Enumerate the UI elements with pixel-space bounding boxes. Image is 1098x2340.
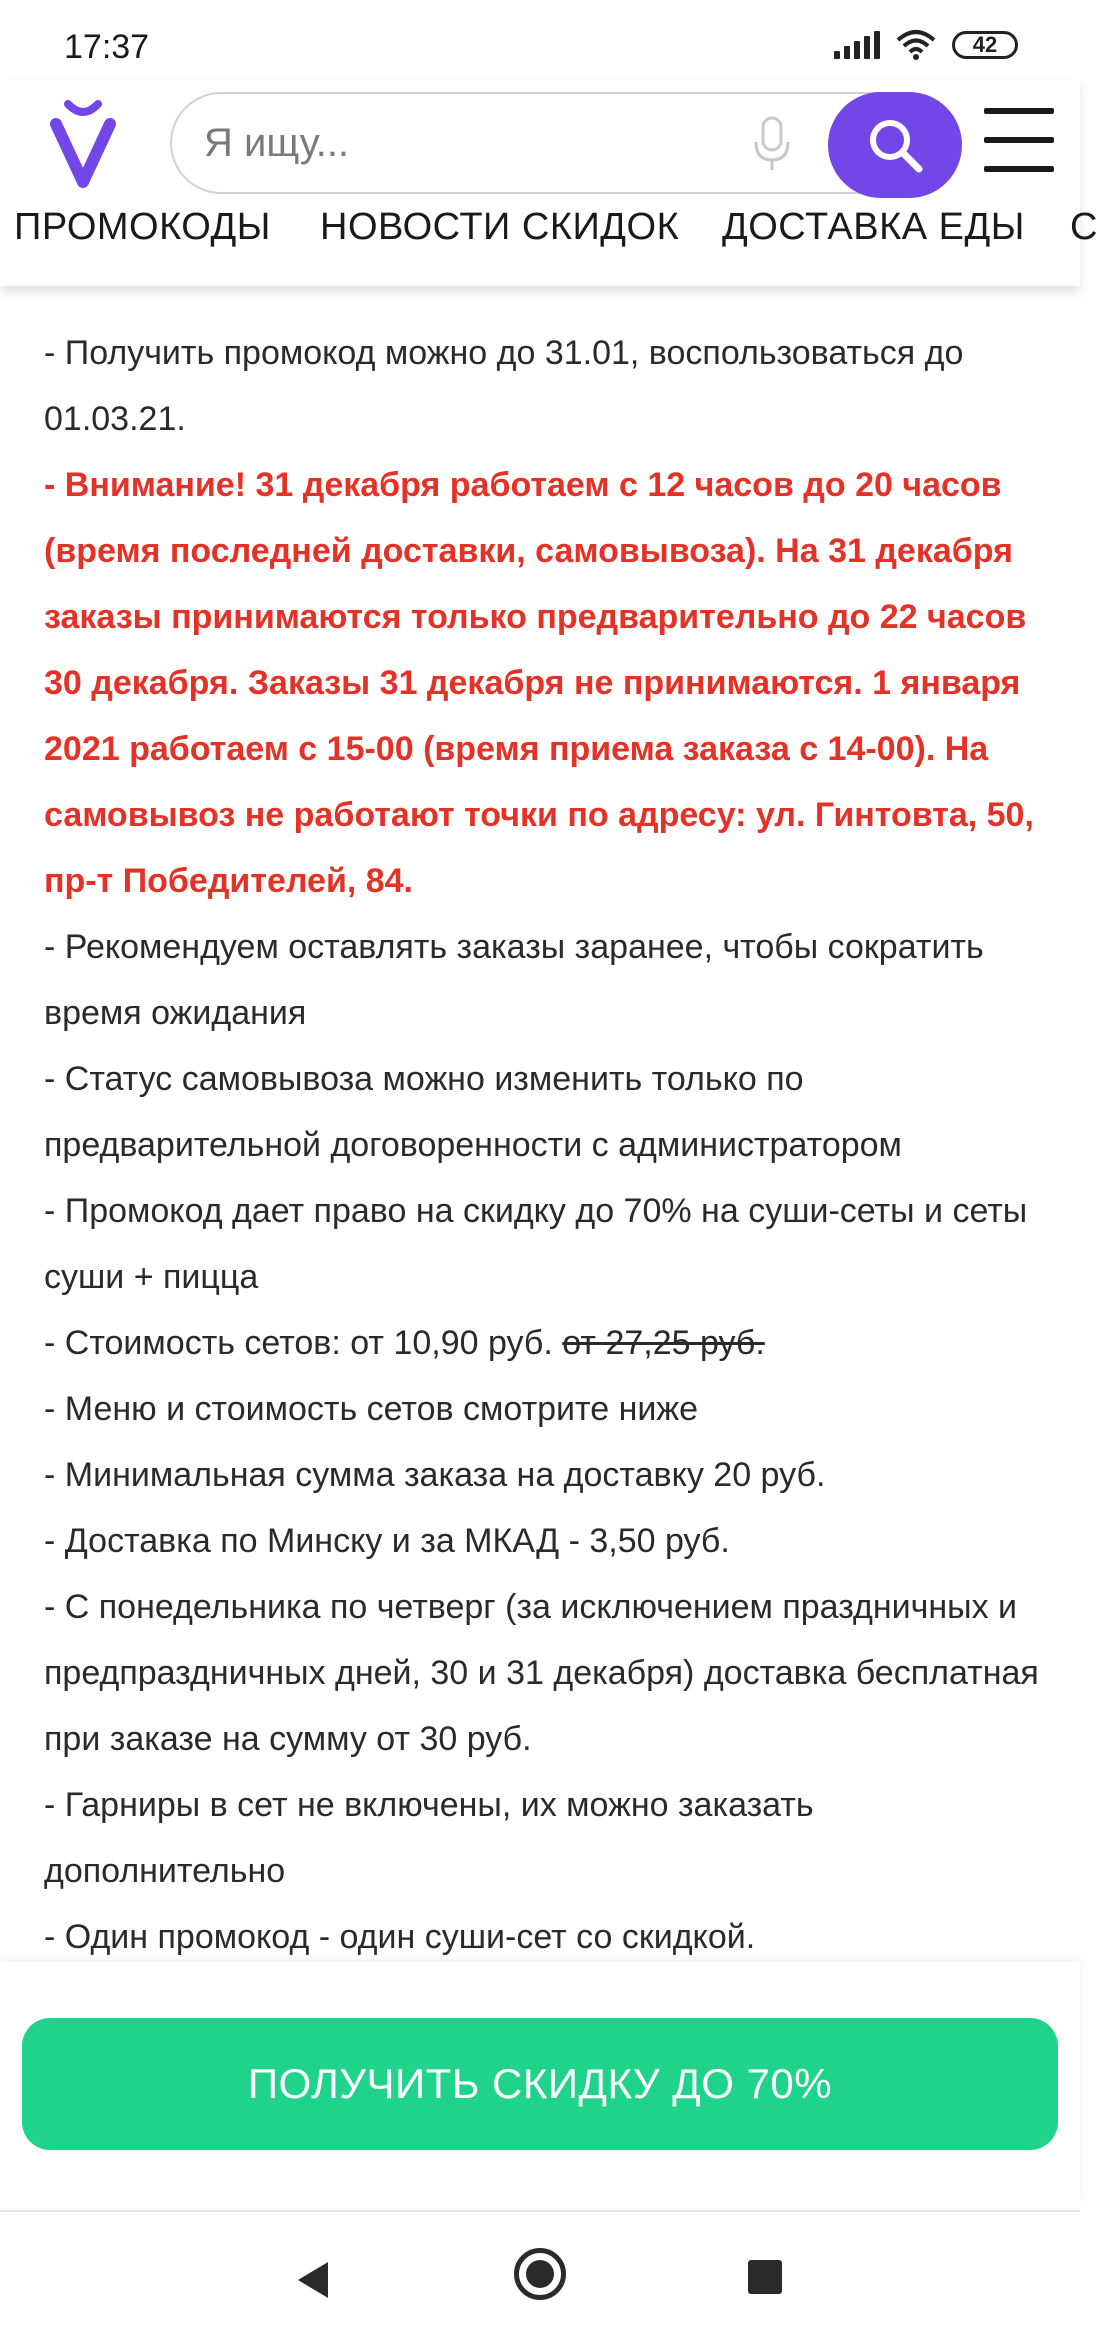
search-input[interactable] [204, 94, 724, 192]
back-icon[interactable] [298, 2262, 328, 2298]
condition-line: - Получить промокод можно до 31.01, воспользоваться до 01.03.21. [44, 334, 964, 438]
battery-icon [952, 31, 1018, 59]
condition-line: - Статус самовывоза можно изменить только по предварительной договоренности с администратором [44, 1060, 902, 1164]
app-header [0, 80, 1098, 286]
condition-line: - Минимальная сумма заказа на доставку 20 руб. [44, 1456, 826, 1494]
condition-line: - Рекомендуем оставлять заказы заранее, чтобы сократить время ожидания [44, 928, 984, 1032]
condition-line: - Один промокод - один суши-сет со скидкой. [44, 1918, 756, 1956]
battery-level: 42 [972, 32, 998, 57]
nav-item-next[interactable]: С [1070, 206, 1098, 248]
search-button[interactable] [828, 92, 962, 198]
holiday-alert: - Внимание! 31 декабря работаем с 12 часов до 20 часов (время последней доставки, самовывоза). На 31 декабря заказы принимаются только предварительно до 22 часов 30 декабря. Заказы 31 декабря не принимаются. 1 января 2021 работаем с 15-00 (время приема заказа с 14-00). На самовывоз не работают точки по адресу: ул. Гинтовта, 50, пр-т Победителей, 84. [44, 466, 1034, 900]
cta-area [0, 1962, 1080, 2206]
set-price: - Стоимость сетов: от 10,90 руб. [44, 1324, 553, 1362]
condition-line: - Промокод дает право на скидку до 70% на суши-сеты и сеты суши + пицца [44, 1192, 1028, 1296]
wifi-icon [896, 30, 936, 60]
old-price: от 27,25 руб. [562, 1324, 765, 1362]
recents-icon[interactable] [748, 2260, 782, 2294]
microphone-icon[interactable] [752, 116, 792, 174]
promo-conditions [44, 320, 1044, 1970]
system-nav-bar [0, 2210, 1080, 2340]
search-bar [170, 92, 960, 194]
nav-item-food-delivery[interactable]: ДОСТАВКА ЕДЫ [722, 206, 1025, 248]
home-icon[interactable] [514, 2248, 566, 2300]
signal-icon [834, 31, 880, 59]
category-nav [0, 206, 1098, 266]
nav-item-promocodes[interactable]: ПРОМОКОДЫ [14, 206, 271, 248]
condition-line: - Доставка по Минску и за МКАД - 3,50 руб. [44, 1522, 730, 1560]
nav-item-discount-news[interactable]: НОВОСТИ СКИДОК [320, 206, 680, 248]
condition-line: - Меню и стоимость сетов смотрите ниже [44, 1390, 699, 1428]
condition-line: - Гарниры в сет не включены, их можно заказать дополнительно [44, 1786, 814, 1890]
search-icon [865, 115, 925, 175]
condition-line: - С понедельника по четверг (за исключением праздничных и предпраздничных дней, 30 и 31 декабря) доставка бесплатная при заказе на сумму от 30 руб. [44, 1588, 1039, 1758]
menu-icon[interactable] [984, 108, 1054, 172]
logo-icon[interactable] [50, 98, 116, 186]
status-time: 17:37 [64, 28, 150, 66]
status-bar [0, 0, 1080, 80]
status-icons [834, 30, 1018, 60]
get-discount-button[interactable]: ПОЛУЧИТЬ СКИДКУ ДО 70% [22, 2018, 1058, 2150]
price-line [44, 1310, 1044, 1376]
